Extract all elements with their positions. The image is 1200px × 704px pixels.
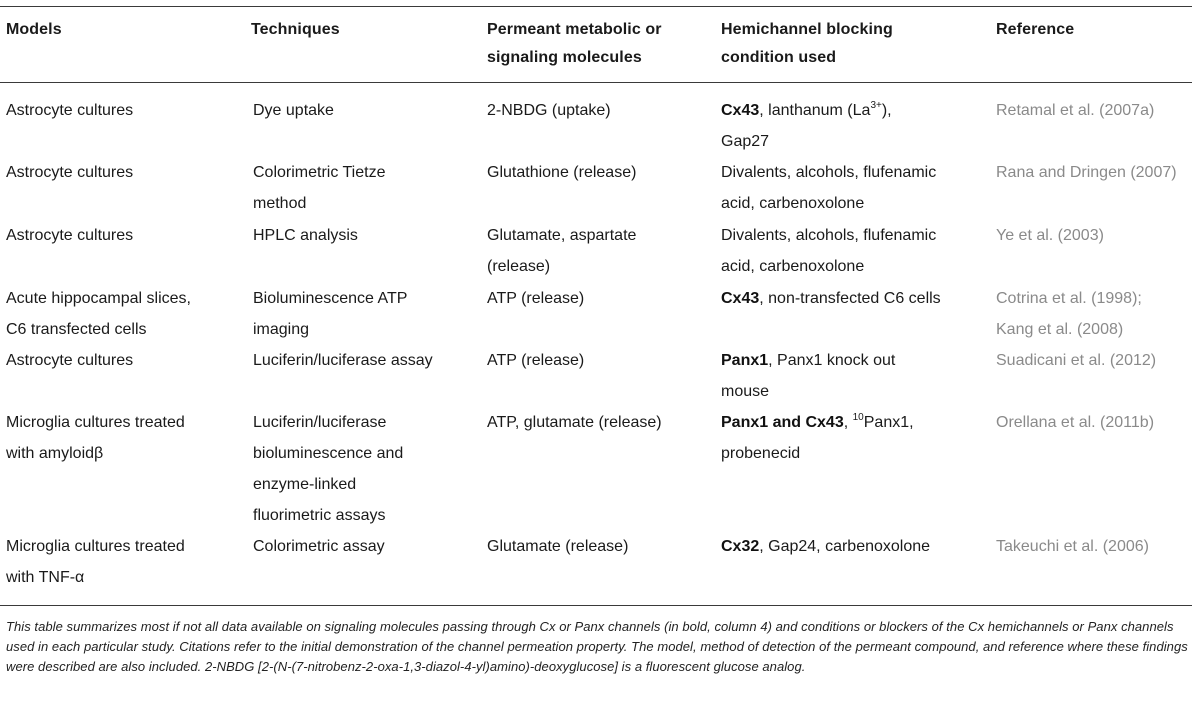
cell-model: Microglia cultures treated with amyloidβ bbox=[6, 414, 185, 462]
cell-molecules: 2-NBDG (uptake) bbox=[487, 102, 611, 119]
cell-technique: Colorimetric assay bbox=[253, 538, 385, 555]
cell-model: Astrocyte cultures bbox=[6, 102, 134, 119]
cell-model: Astrocyte cultures bbox=[6, 227, 134, 244]
cell-molecules: Glutamate, aspartate (release) bbox=[487, 227, 637, 275]
cell-reference: Takeuchi et al. (2006) bbox=[996, 538, 1149, 555]
header-blocking: Hemichannel blocking condition used bbox=[721, 21, 893, 66]
cell-technique: HPLC analysis bbox=[253, 227, 358, 244]
cell-reference: Ye et al. (2003) bbox=[996, 227, 1104, 244]
cell-blocking: Panx1, Panx1 knock out mouse bbox=[721, 352, 896, 400]
cell-blocking: Panx1 and Cx43, $^{10}$Panx1, probenecid bbox=[721, 412, 914, 462]
cell-molecules: Glutamate (release) bbox=[487, 538, 629, 555]
header-models: Models bbox=[6, 21, 62, 38]
cell-blocking: Cx43, lanthanum $(La^{3+})$, Gap27 bbox=[721, 100, 892, 150]
top-rule bbox=[0, 6, 1192, 7]
cell-model: Microglia cultures treated with TNF-α bbox=[6, 538, 185, 586]
cell-reference: Suadicani et al. (2012) bbox=[996, 352, 1157, 369]
cell-technique: Bioluminescence ATP imaging bbox=[253, 290, 408, 338]
header-molecules: Permeant metabolic or signaling molecules bbox=[487, 21, 662, 66]
cell-blocking: Divalents, alcohols, flufenamic acid, carbenoxolone bbox=[721, 227, 937, 275]
cell-blocking: Cx43, non-transfected C6 cells bbox=[721, 290, 941, 307]
cell-molecules: Glutathione (release) bbox=[487, 164, 637, 181]
cell-molecules: ATP, glutamate (release) bbox=[487, 414, 662, 431]
cell-model: Astrocyte cultures bbox=[6, 164, 134, 181]
bottom-rule bbox=[0, 605, 1192, 606]
header-techniques: Techniques bbox=[251, 21, 340, 38]
header-reference: Reference bbox=[996, 21, 1075, 38]
cell-blocking: Divalents, alcohols, flufenamic acid, carbenoxolone bbox=[721, 164, 937, 212]
cell-technique: Dye uptake bbox=[253, 102, 334, 119]
cell-model: Astrocyte cultures bbox=[6, 352, 134, 369]
table-footnote: This table summarizes most if not all data available on signaling molecules passing through Cx or Panx channels (in bold, column 4) and conditions or blockers of the Cx hemichannels or Panx channels used in each particular study. Citations refer to the initial demonstration of the channel permeation property. The model, method of detection of the permeant compound, and reference where these findings were described are also included. 2-NBDG [2-(N-(7-nitrobenz-2-oxa-1,3-diazol-4-yl)amino)-deoxyglucose] is a fluorescent glucose analog. bbox=[6, 619, 1188, 674]
cell-reference: Orellana et al. (2011b) bbox=[996, 414, 1155, 431]
cell-reference: Retamal et al. (2007a) bbox=[996, 102, 1155, 119]
cell-molecules: ATP (release) bbox=[487, 290, 585, 307]
cell-reference: Rana and Dringen (2007) bbox=[996, 164, 1177, 181]
cell-reference: Cotrina et al. (1998); Kang et al. (2008) bbox=[996, 290, 1142, 338]
header-rule bbox=[0, 82, 1192, 83]
cell-model: Acute hippocampal slices, C6 transfected cells bbox=[6, 290, 191, 338]
cell-molecules: ATP (release) bbox=[487, 352, 585, 369]
cell-technique: Luciferin/luciferase assay bbox=[253, 352, 433, 369]
cell-technique: Luciferin/luciferase bioluminescence and enzyme-linked fluorimetric assays bbox=[253, 414, 404, 524]
cell-technique: Colorimetric Tietze method bbox=[253, 164, 386, 212]
cell-blocking: Cx32, Gap24, carbenoxolone bbox=[721, 538, 931, 555]
